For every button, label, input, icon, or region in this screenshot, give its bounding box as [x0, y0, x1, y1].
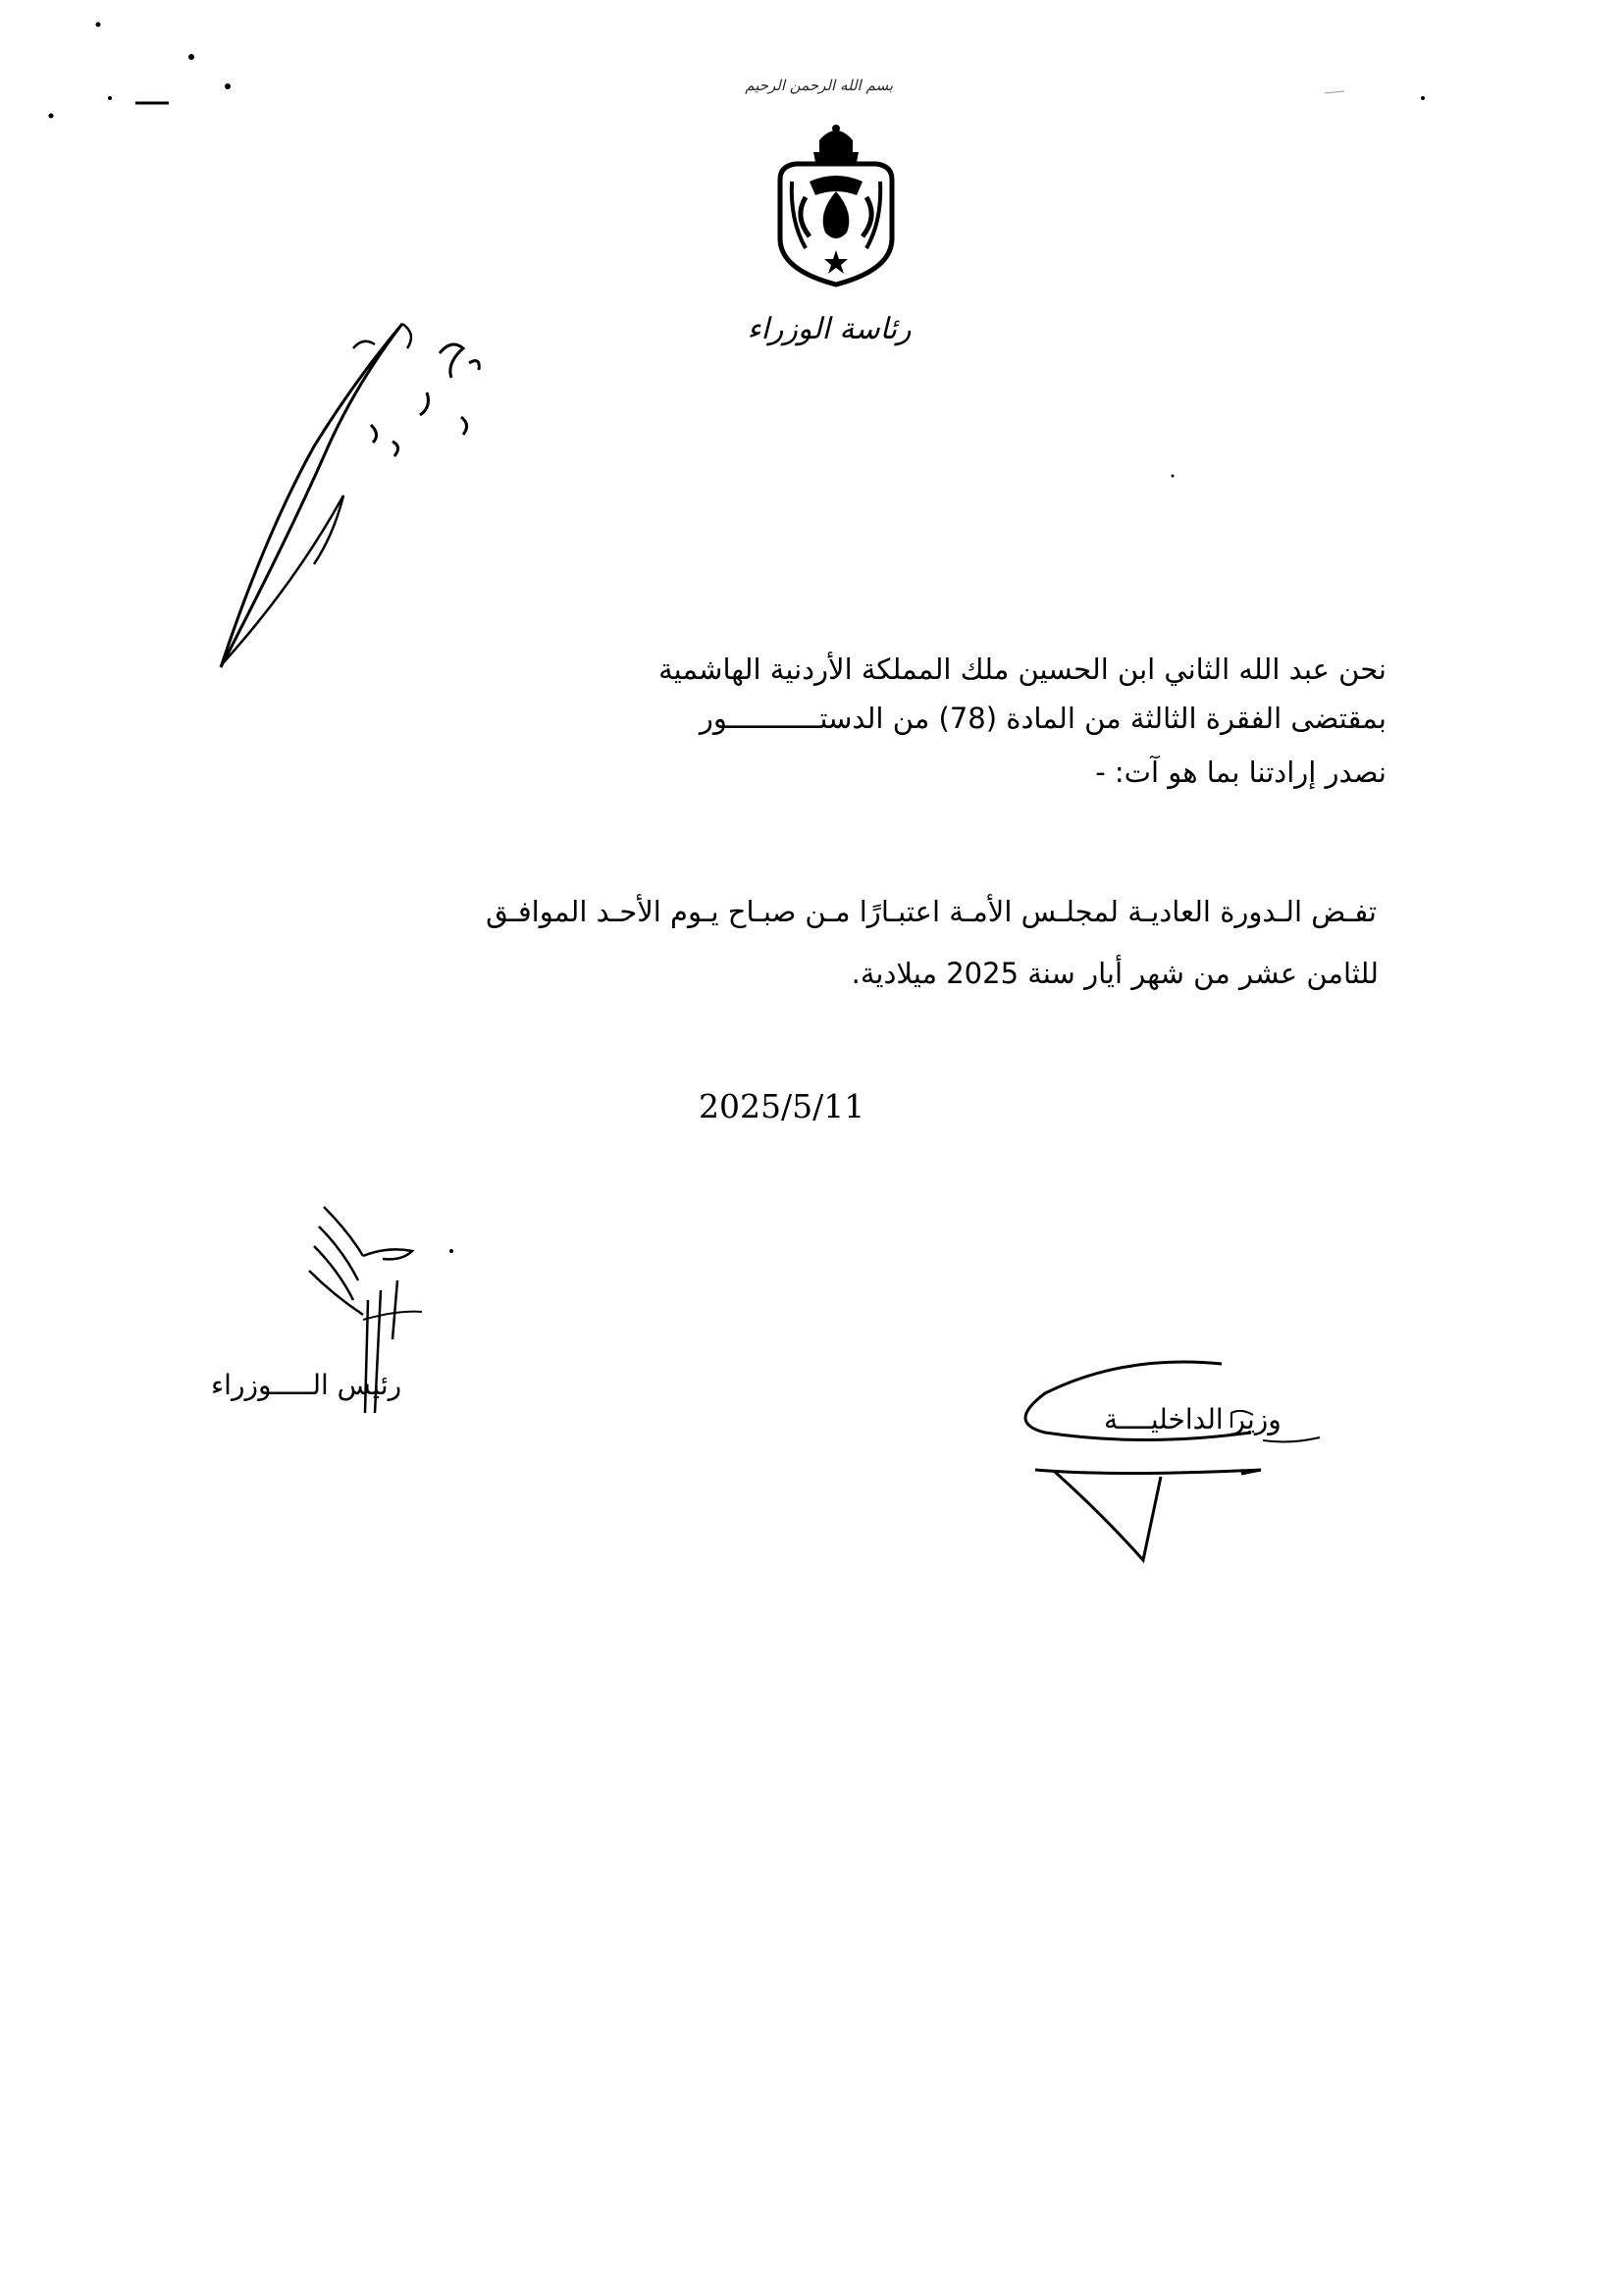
- decree-line-1: تفـض الـدورة العاديـة لمجلـس الأمـة اعتبـارًا مـن صبـاح يـوم الأحـد الموافـق: [486, 895, 1377, 928]
- decree-date: 2025/5/11: [699, 1087, 865, 1125]
- ministry-letterhead: رئاسة الوزراء: [747, 312, 912, 346]
- royal-signature-icon: [206, 309, 510, 682]
- basmala-heading: بسم الله الرحمن الرحيم: [745, 77, 893, 94]
- interior-minister-signature-icon: [996, 1354, 1379, 1565]
- preamble-line-2: بمقتضى الفقرة الثالثة من المادة (78) من الدستـــــــــــور: [699, 702, 1387, 735]
- preamble-line-3: نصدر إرادتنا بما هو آت: -: [1095, 756, 1387, 789]
- preamble-line-1: نحن عبد الله الثاني ابن الحسين ملك المملكة الأردنية الهاشمية: [658, 652, 1387, 686]
- interior-minister-title: وزير الداخليــــة: [1104, 1403, 1282, 1435]
- prime-minister-title: رئيس الـــــوزراء: [211, 1369, 402, 1401]
- decree-line-2: للثامن عشر من شهر أيار سنة 2025 ميلادية.: [851, 957, 1379, 990]
- jordan-coat-of-arms-icon: [770, 123, 903, 294]
